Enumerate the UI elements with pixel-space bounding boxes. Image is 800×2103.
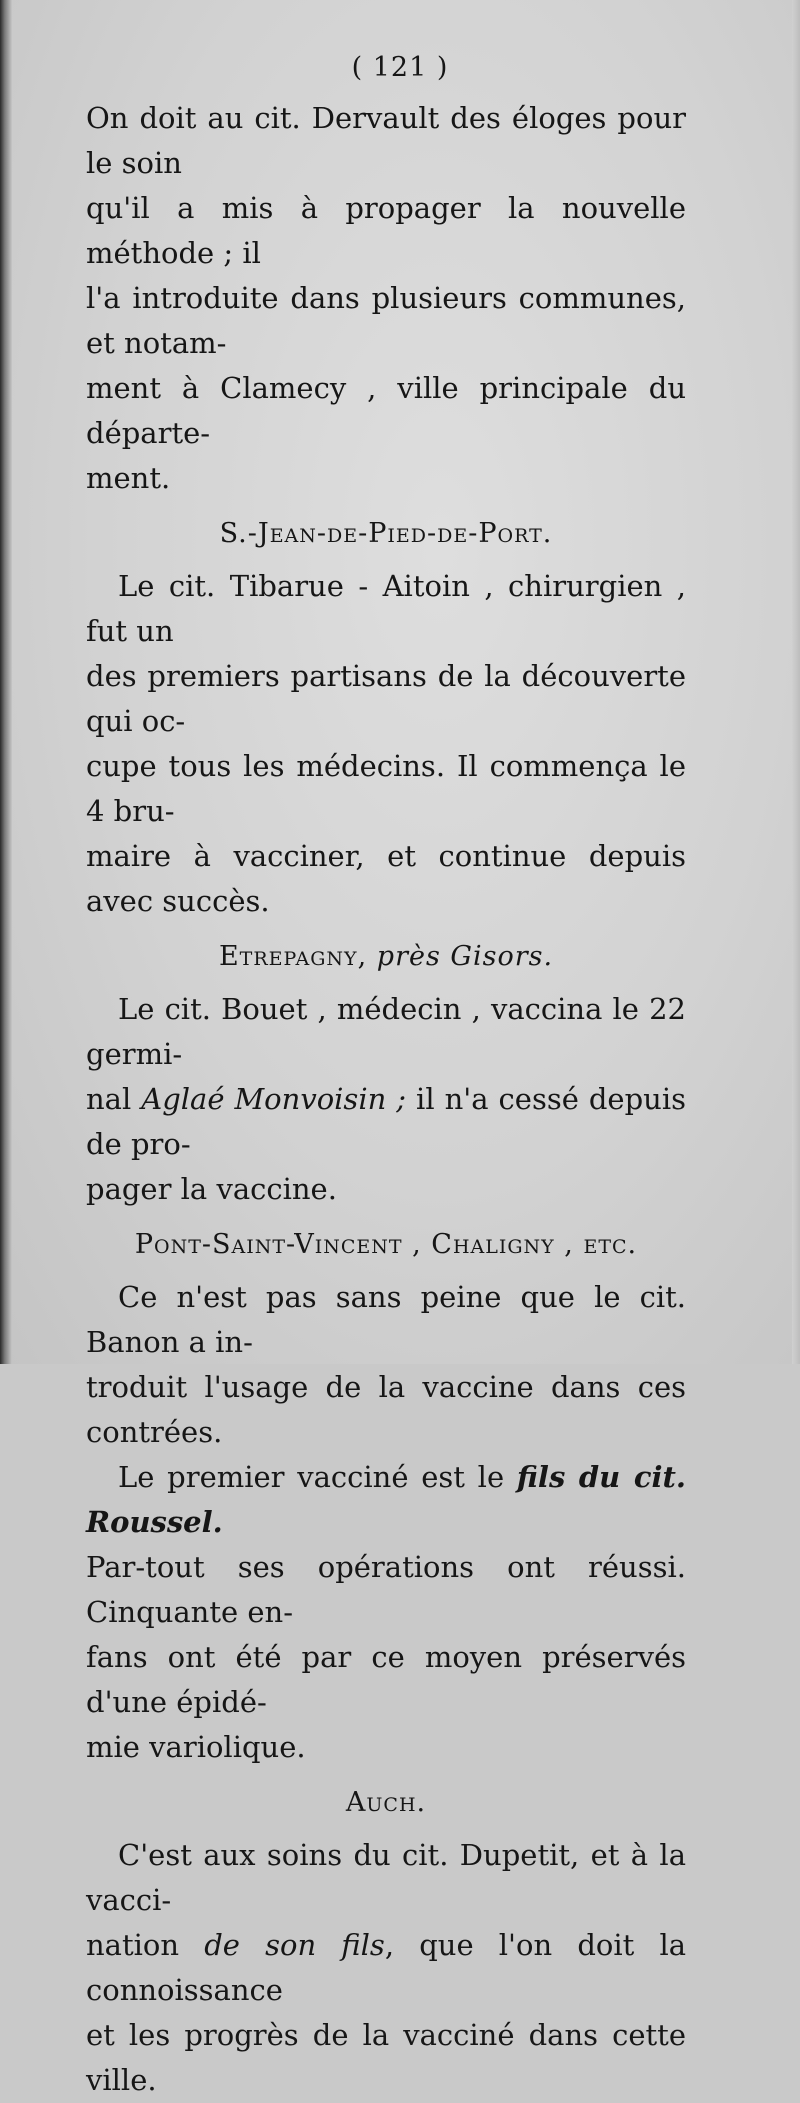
paragraph-dupetit: C'est aux soins du cit. Dupetit, et à la vacci- nation de son fils, que l'on doit la connoissance et les progrès de la vacciné dans cette ville. (86, 1838, 687, 2097)
paragraph-roussel: Le premier vacciné est le fils du cit. Roussel. Par-tout ses opérations ont réussi. Cinquante en- fans ont été par ce moyen préservés d'une épidé- mie variolique. (86, 1460, 687, 1764)
paragraph-banon: Ce n'est pas sans peine que le cit. Banon a in- troduit l'usage de la vaccine dans ces contrées. (86, 1280, 686, 1449)
page-edge (792, 0, 800, 1364)
paragraph-tibarue: Le cit. Tibarue - Aitoin , chirurgien , fut un des premiers partisans de la découverte qui oc- cupe tous les médecins. Il commença le 4 bru- maire à vacciner, et continue depuis avec succès. (86, 569, 686, 918)
page-number: ( 121 ) (351, 52, 449, 83)
paragraph-dervault: On doit au cit. Dervault des éloges pour le soin qu'il a mis à propager la nouvelle méthode ; il l'a introduite dans plusieurs communes, et notam- ment à Clamecy , ville principale du départe- ment. (86, 101, 686, 495)
heading-etrepagny: Etrepagny, près Gisors. (218, 941, 554, 972)
heading-auch: Auch. (345, 1787, 427, 1818)
page-binding-shadow (0, 0, 12, 1364)
page-body (86, 96, 686, 2103)
heading-pont-saint-vincent: Pont-Saint-Vincent , Chaligny , etc. (134, 1229, 638, 1260)
paragraph-bouet: Le cit. Bouet , médecin , vaccina le 22 germi- nal Aglaé Monvoisin ; il n'a cessé depuis de pro- pager la vaccine. (86, 992, 686, 1206)
heading-saint-jean: S.-Jean-de-Pied-de-Port. (219, 518, 553, 549)
